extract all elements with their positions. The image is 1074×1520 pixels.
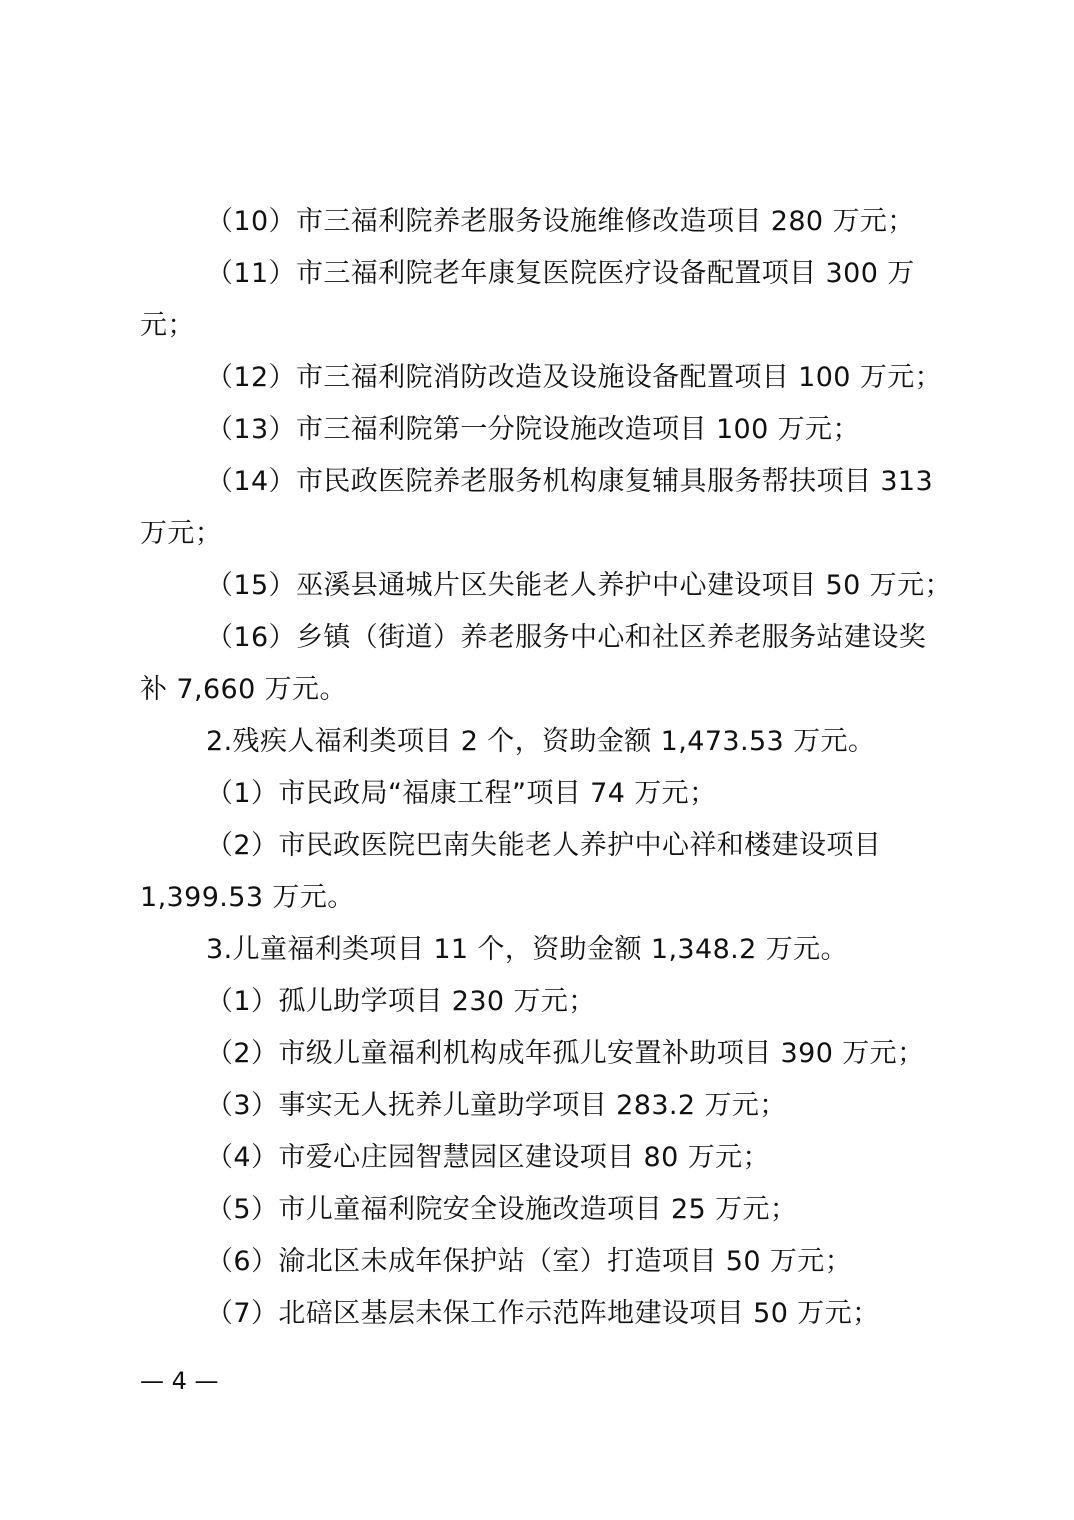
paragraph bbox=[140, 976, 940, 1028]
paragraph bbox=[140, 248, 940, 352]
paragraph bbox=[140, 196, 940, 248]
paragraph-line: （14）市民政医院养老服务机构康复辅具服务帮扶项目 313 bbox=[206, 466, 934, 497]
paragraph bbox=[140, 820, 940, 924]
paragraph-line: 2.残疾人福利类项目 2 个，资助金额 1,473.53 万元。 bbox=[206, 726, 876, 757]
paragraph-line-continuation: 元； bbox=[140, 310, 195, 341]
paragraph-line: （10）市三福利院养老服务设施维修改造项目 280 万元； bbox=[206, 206, 915, 237]
paragraph bbox=[140, 1132, 940, 1184]
paragraph bbox=[140, 404, 940, 456]
paragraph bbox=[140, 560, 952, 612]
paragraph bbox=[140, 456, 940, 560]
paragraph-line: （5）市儿童福利院安全设施改造项目 25 万元； bbox=[206, 1194, 798, 1225]
paragraph-line: （6）渝北区未成年保护站（室）打造项目 50 万元； bbox=[206, 1246, 853, 1277]
paragraph-line: （15）巫溪县通城片区失能老人养护中心建设项目 50 万元； bbox=[206, 570, 952, 601]
paragraph-line-continuation: 1,399.53 万元。 bbox=[140, 882, 355, 913]
paragraph-line: 3.儿童福利类项目 11 个，资助金额 1,348.2 万元。 bbox=[206, 934, 848, 965]
paragraph-line: （1）市民政局“福康工程”项目 74 万元； bbox=[206, 778, 717, 809]
paragraph-line-continuation: 补 7,660 万元。 bbox=[140, 674, 347, 705]
paragraph-line: （1）孤儿助学项目 230 万元； bbox=[206, 986, 596, 1017]
paragraph-line: （11）市三福利院老年康复医院医疗设备配置项目 300 万 bbox=[206, 258, 915, 289]
paragraph-line: （2）市民政医院巴南失能老人养护中心祥和楼建设项目 bbox=[206, 830, 882, 861]
paragraph-line: （2）市级儿童福利机构成年孤儿安置补助项目 390 万元； bbox=[206, 1038, 925, 1069]
paragraph bbox=[140, 1184, 940, 1236]
document-body bbox=[140, 196, 952, 1340]
page-number: — 4 — bbox=[140, 1367, 219, 1395]
paragraph bbox=[140, 1080, 940, 1132]
paragraph-line: （12）市三福利院消防改造及设施设备配置项目 100 万元； bbox=[206, 362, 943, 393]
paragraph-line: （3）事实无人抚养儿童助学项目 283.2 万元； bbox=[206, 1090, 787, 1121]
paragraph-line: （7）北碚区基层未保工作示范阵地建设项目 50 万元； bbox=[206, 1298, 880, 1329]
paragraph bbox=[140, 716, 940, 768]
paragraph-line: （13）市三福利院第一分院设施改造项目 100 万元； bbox=[206, 414, 860, 445]
paragraph bbox=[140, 1028, 940, 1080]
paragraph bbox=[140, 924, 940, 976]
paragraph bbox=[140, 768, 940, 820]
paragraph bbox=[140, 1236, 940, 1288]
paragraph bbox=[140, 612, 940, 716]
paragraph-line: （4）市爱心庄园智慧园区建设项目 80 万元； bbox=[206, 1142, 770, 1173]
paragraph bbox=[140, 352, 943, 404]
paragraph-line-continuation: 万元； bbox=[140, 518, 223, 549]
paragraph bbox=[140, 1288, 940, 1340]
paragraph-line: （16）乡镇（街道）养老服务中心和社区养老服务站建设奖 bbox=[206, 622, 927, 653]
